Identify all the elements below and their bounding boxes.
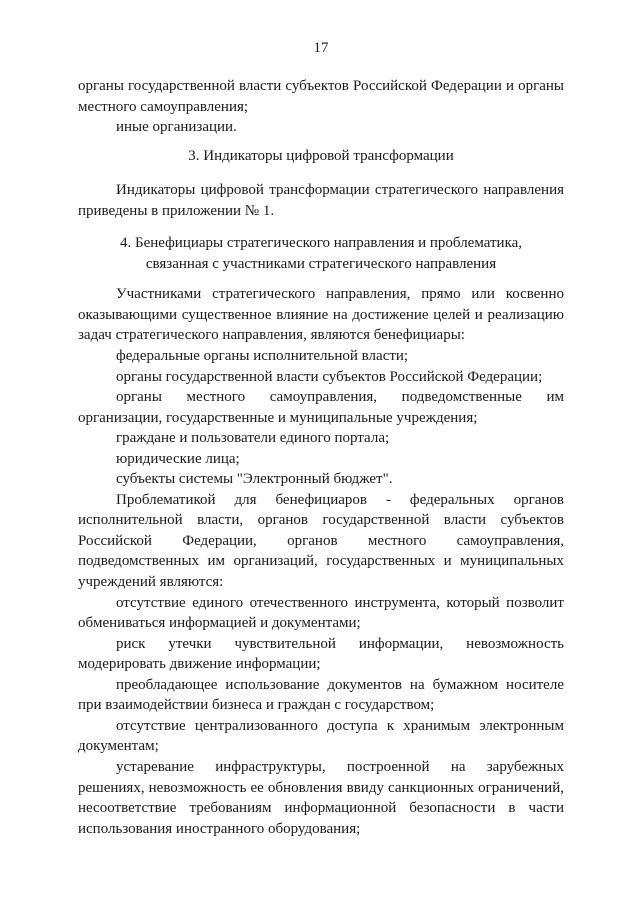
list-item: органы государственной власти субъектов Российской Федерации;	[116, 368, 543, 385]
list-item: отсутствие единого отечественного инструмента, который позволит обмениваться информацией и документами;	[78, 594, 564, 632]
paragraph: Участниками стратегического направления, прямо или косвенно оказывающими существенное влияние на достижение целей и реализацию задач стратегического направления, являются бенефициары:	[78, 286, 564, 344]
list-item: устаревание инфраструктуры, построенной на зарубежных решениях, невозможность ее обновления ввиду санкционных ограничений, несоответствие требованиям информационной безопасности в части использования иностранного оборудования;	[78, 758, 564, 837]
list-item: органы местного самоуправления, подведомственные им организации, государственные и муниципальные учреждения;	[78, 389, 564, 426]
section-heading-line: 4. Бенефициары стратегического направления и проблематика,	[119, 235, 523, 252]
list-item: федеральные органы исполнительной власти;	[116, 348, 409, 365]
section-heading	[78, 233, 564, 274]
list-item: отсутствие централизованного доступа к хранимым электронным документам;	[78, 717, 564, 755]
paragraph: органы государственной власти субъектов Российской Федерации и органы местного самоуправления;	[78, 78, 564, 115]
list-item: юридические лица;	[116, 450, 240, 467]
paragraph: Индикаторы цифровой трансформации стратегического направления приведены в приложении № 1.	[78, 182, 564, 219]
list-item: граждане и пользователи единого портала;	[116, 430, 390, 447]
section-heading-line: связанная с участниками стратегического направления	[145, 255, 497, 272]
list-item: субъекты системы "Электронный бюджет".	[116, 471, 393, 488]
list-item: преобладающее использование документов на бумажном носителе при взаимодействии бизнеса и граждан с государством;	[78, 676, 564, 714]
paragraph: иные организации.	[116, 119, 237, 136]
paragraph: Проблематикой для бенефициаров - федеральных органов исполнительной власти, органов государственной власти субъектов Российской Федерации, органов местного самоуправления, подведомственных им организаций, государственных и муниципальных учреждений являются:	[78, 491, 564, 591]
page-number: 17	[313, 40, 329, 56]
list-item: риск утечки чувствительной информации, невозможность модерировать движение информации;	[78, 635, 564, 673]
section-heading: 3. Индикаторы цифровой трансформации	[188, 147, 454, 164]
section-body	[78, 284, 564, 839]
document-page	[78, 0, 564, 905]
document-body	[78, 76, 564, 839]
